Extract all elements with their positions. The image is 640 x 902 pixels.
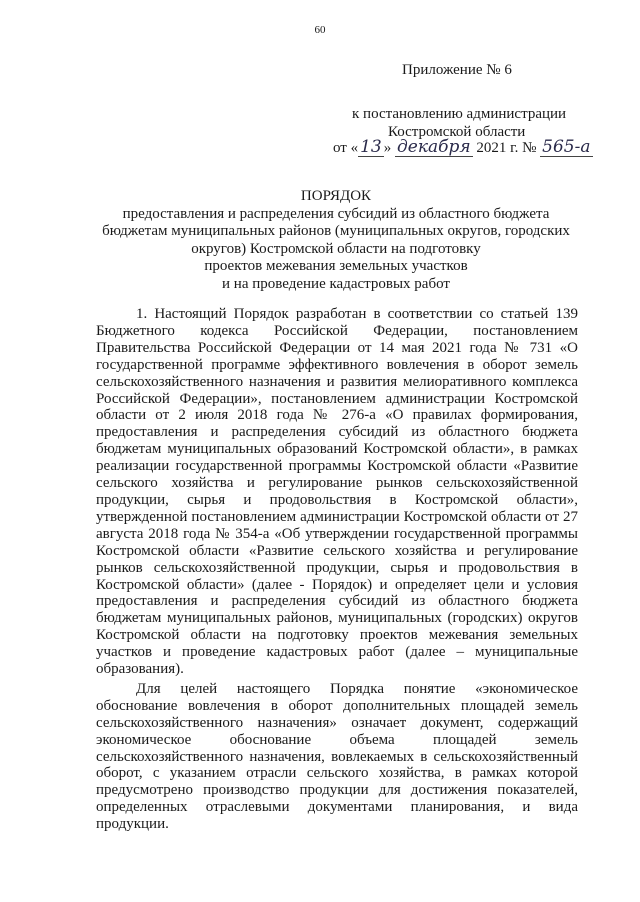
title-line: проектов межевания земельных участков [204, 258, 468, 274]
title-line: предоставления и распределения субсидий из областного бюджета [122, 205, 550, 222]
body-paragraph-1: 1. Настоящий Порядок разработан в соответствии со статьей 139 Бюджетного кодекса Российской Федерации, постановлением Правительства Российской Федерации от 14 мая 2021 года № 731 «О государственной программе эффективного вовлечения в оборот земель сельскохозяйственного назначения и развития мелиоративного комплекса Российской Федерации», постановлением администрации Костромской области от 2 июля 2018 года № 276-а «О правилах формирования, предоставления и распределения субсидий из областного бюджета бюджетам муниципальных образований Костромской области», в рамках реализации государственной программы Костромской области «Развитие сельского хозяйства и регулирование рынков сельскохозяйственной продукции, сырья и продовольствия в Костромской области», утвержденной постановлением администрации Костромской области от 27 августа 2018 года № 354-а «Об утверждении государственной программы Костромской области «Развитие сельского хозяйства и регулирование рынков сельскохозяйственной продукции, сырья и продовольствия в Костромской области» (далее - Порядок) и определяет цели и условия предоставления и распределения субсидий из областного бюджета бюджетам муниципальных районов, муниципальных (городских) округов Костромской области на подготовку проектов межевания земельных участков и проведение кадастровых работ (далее – муниципальные образования). [96, 306, 578, 678]
date-year: 2021 г. № [476, 140, 537, 156]
date-mid: » [383, 140, 392, 156]
date-prefix: от « [333, 140, 359, 156]
title-line: округов) Костромской области на подготовку [191, 240, 481, 257]
page-number: 60 [314, 24, 326, 36]
title-line: и на проведение кадастровых работ [222, 275, 450, 292]
handwritten-month: декабря [397, 137, 471, 157]
body-paragraph-2: Для целей настоящего Порядка понятие «экономическое обоснование вовлечения в оборот дополнительных площадей земель сельскохозяйственного назначения» означает документ, содержащий экономическое обоснование объема площадей земель сельскохозяйственного назначения, вовлекаемых в сельскохозяйственный оборот, с указанием отрасли сельского хозяйства, в рамках которой предусмотрено производство продукции для достижения показателей, определенных отраслевыми документами планирования, и вида продукции. [96, 680, 578, 833]
decree-date-line [333, 138, 593, 157]
appendix-label: Приложение № 6 [402, 62, 512, 78]
handwritten-day: 13 [360, 137, 382, 157]
region-name: Костромской области [388, 124, 526, 140]
title-heading: ПОРЯДОК [300, 188, 372, 204]
handwritten-decree-number: 565-а [542, 137, 591, 157]
document-body [96, 306, 578, 833]
title-line: бюджетам муниципальных районов (муниципальных округов, городских [102, 223, 570, 239]
document-title [96, 188, 576, 293]
decree-reference: к постановлению администрации [352, 106, 567, 122]
